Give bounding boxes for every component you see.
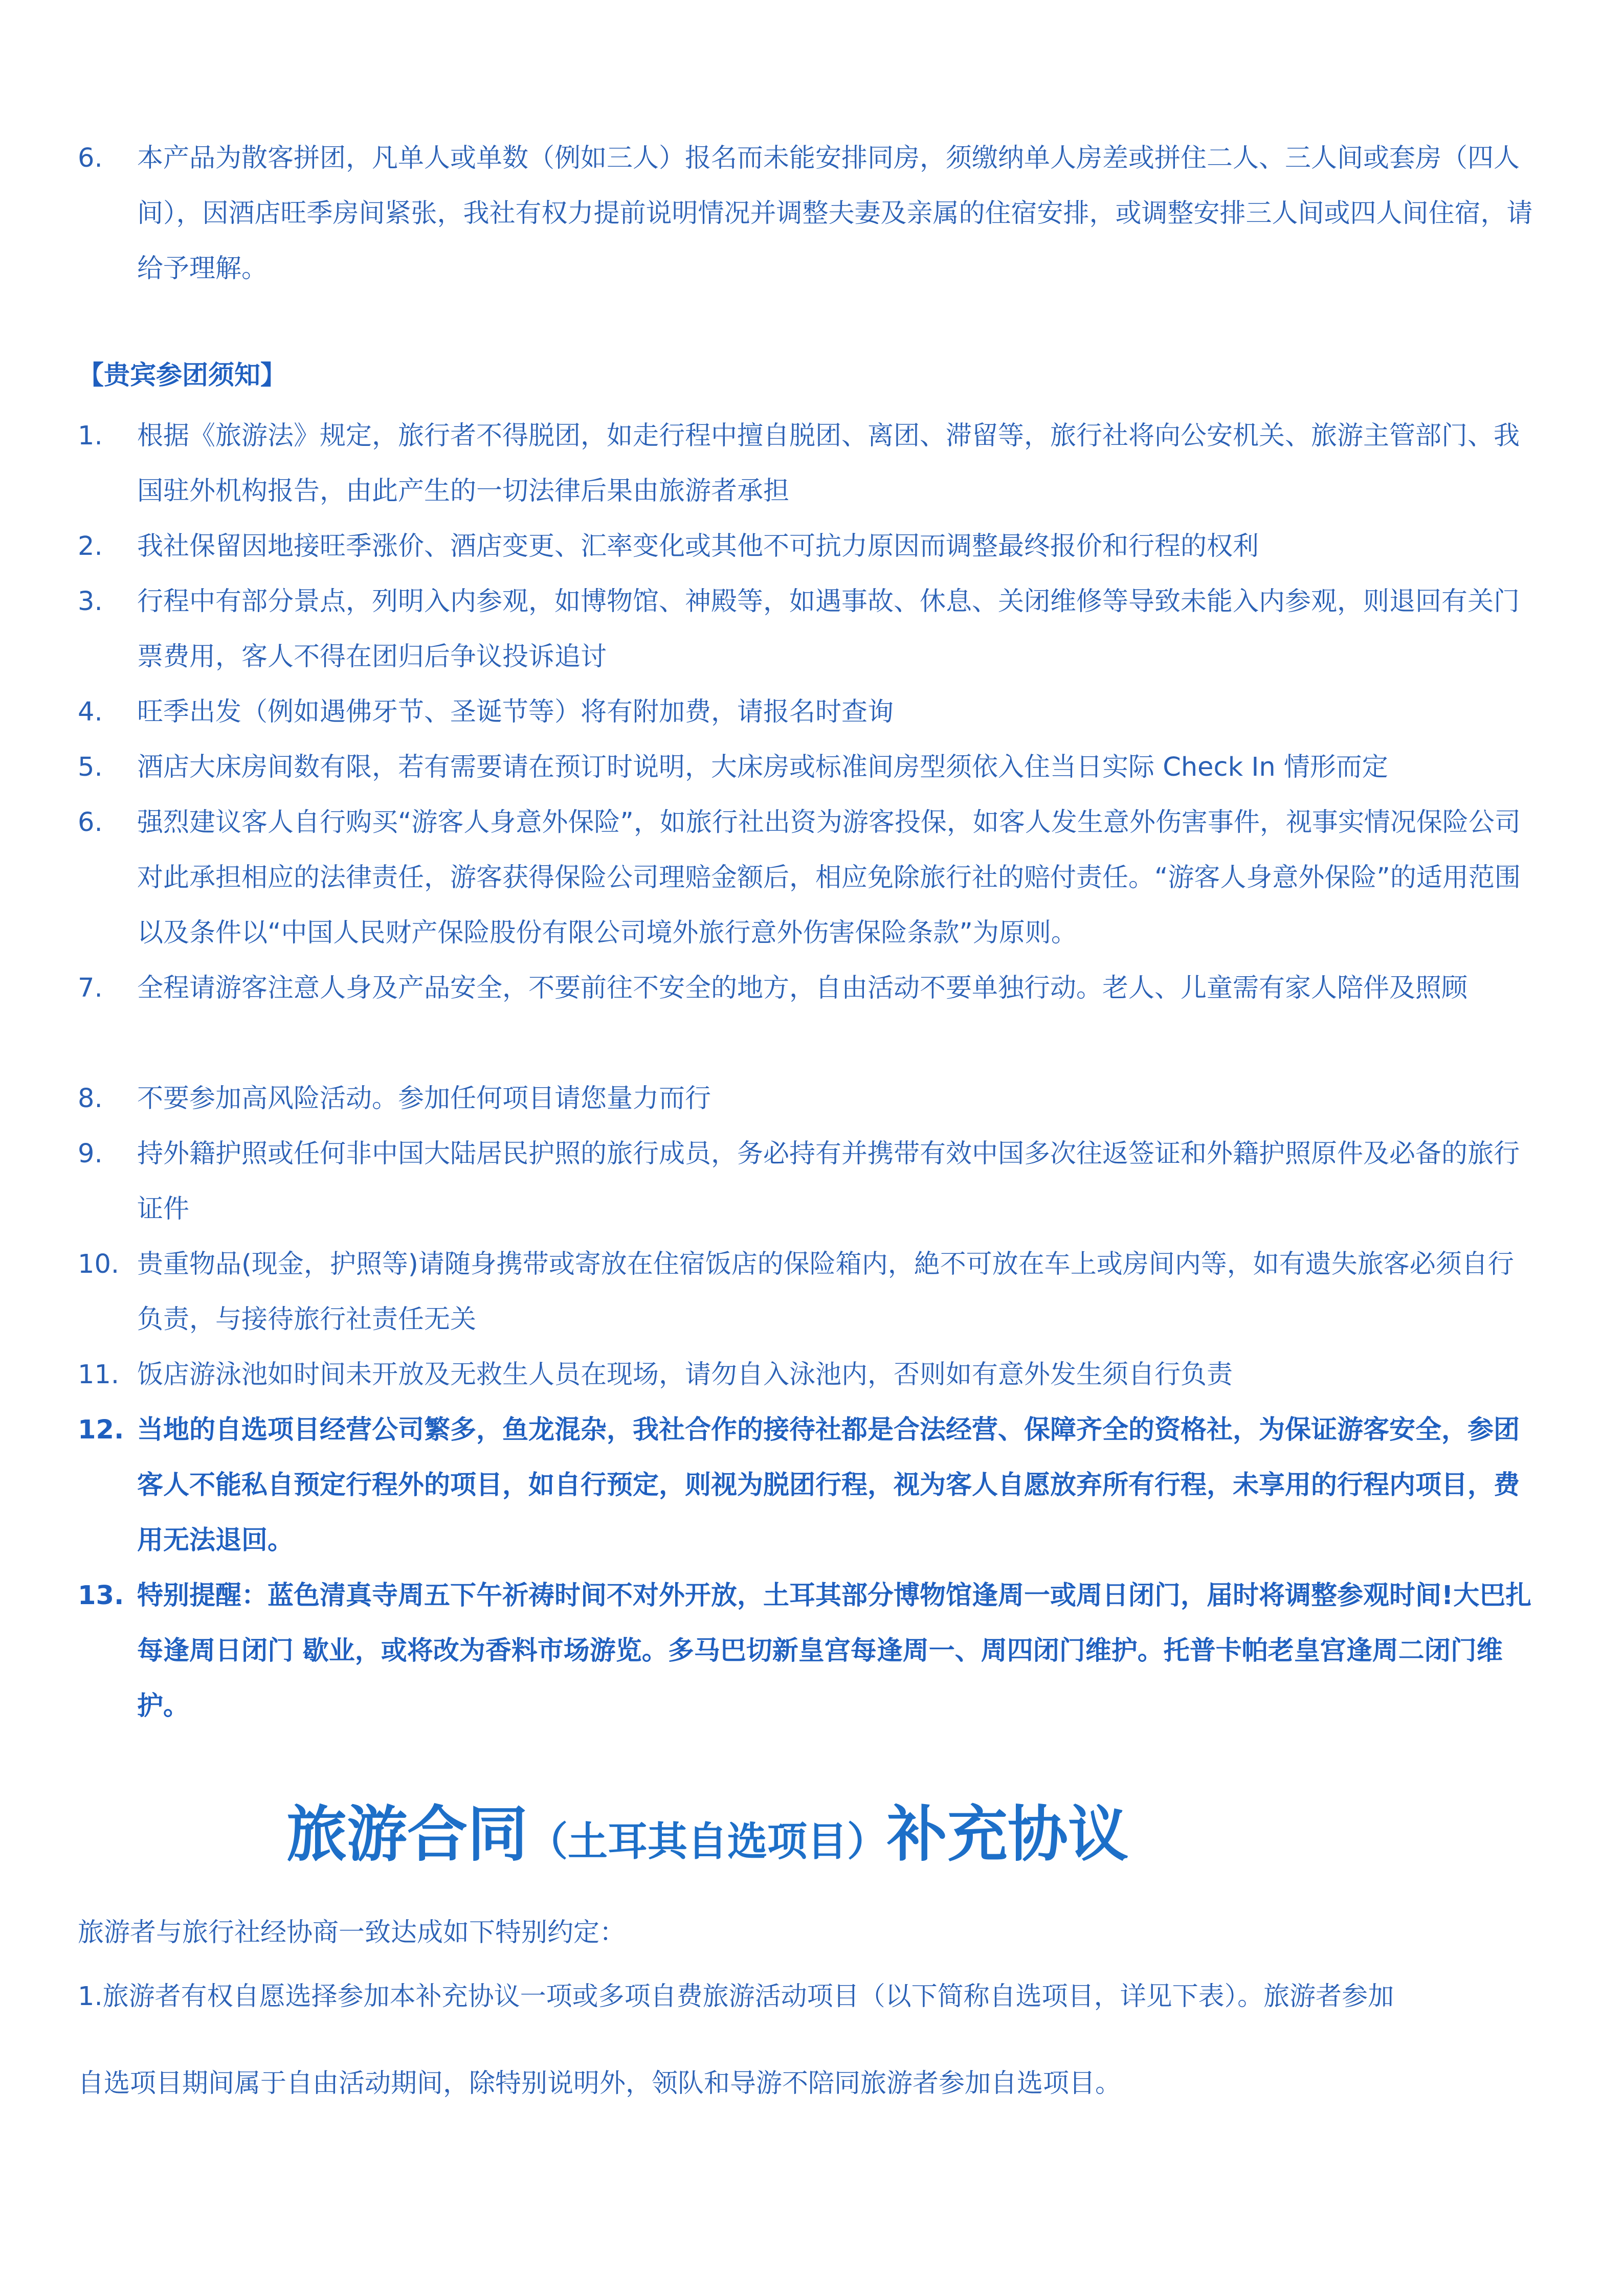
list-number: 12. (78, 1415, 124, 1445)
list-item-room-arrangement (78, 131, 1536, 297)
notice-item-2 (78, 519, 1536, 574)
list-number: 6. (78, 807, 103, 838)
section-heading-notice: 【贵宾参团须知】 (78, 361, 287, 391)
list-number: 9. (78, 1139, 103, 1169)
contract-intro: 旅游者与旅行社经协商一致达成如下特别约定： (78, 1918, 626, 1948)
list-number: 11. (78, 1360, 120, 1390)
notice-item-6 (78, 795, 1536, 961)
notice-item-9 (78, 1127, 1536, 1237)
contract-clause-1-line-2: 自选项目期间属于自由活动期间，除特别说明外，领队和导游不陪同旅游者参加自选项目。 (78, 2068, 1122, 2099)
list-item-text: 强烈建议客人自行购买“游客人身意外保险”，如旅行社出资为游客投保，如客人发生意外伤害事件，视事实情况保险公司对此承担相应的法律责任，游客获得保险公司理赔金额后，相应免除旅行社的赔付责任。“游客人身意外保险”的适用范围以及条件以“中国人民财产保险股份有限公司境外旅行意外伤害保险条款”为原则。 (137, 807, 1521, 948)
list-number: 7. (78, 973, 103, 1003)
notice-item-3 (78, 574, 1536, 685)
list-number: 6. (78, 143, 103, 173)
notice-item-5 (78, 740, 1536, 795)
notice-item-8 (78, 1071, 1536, 1127)
list-number: 8. (78, 1084, 103, 1114)
list-item-text: 本产品为散客拼团，凡单人或单数（例如三人）报名而未能安排同房，须缴纳单人房差或拼住二人、三人间或套房（四人间），因酒店旺季房间紧张，我社有权力提前说明情况并调整夫妻及亲属的住宿安排，或调整安排三人间或四人间住宿，请给予理解。 (137, 143, 1533, 284)
list-number: 13. (78, 1581, 124, 1611)
list-item-text: 不要参加高风险活动。参加任何项目请您量力而行 (137, 1084, 711, 1114)
list-item-text: 特别提醒：蓝色清真寺周五下午祈祷时间不对外开放，土耳其部分博物馆逢周一或周日闭门，届时将调整参观时间!大巴扎每逢周日闭门 歇业，或将改为香料市场游览。多马巴切新皇宫每逢周一、周四闭门维护。托普卡帕老皇宫逢周二闭门维护。 (137, 1581, 1532, 1721)
list-item-text: 持外籍护照或任何非中国大陆居民护照的旅行成员，务必持有并携带有效中国多次往返签证和外籍护照原件及必备的旅行证件 (137, 1139, 1520, 1224)
list-item-text: 旺季出发（例如遇佛牙节、圣诞节等）将有附加费，请报名时查询 (137, 697, 894, 727)
list-item-text: 行程中有部分景点，列明入内参观，如博物馆、神殿等，如遇事故、休息、关闭维修等导致未能入内参观，则退回有关门票费用，客人不得在团归后争议投诉追讨 (137, 587, 1520, 672)
list-item-text: 我社保留因地接旺季涨价、酒店变更、汇率变化或其他不可抗力原因而调整最终报价和行程的权利 (137, 531, 1259, 561)
list-number: 1. (78, 421, 103, 451)
list-number: 10. (78, 1249, 120, 1279)
list-number: 5. (78, 752, 103, 782)
list-item-text: 饭店游泳池如时间未开放及无救生人员在现场，请勿自入泳池内，否则如有意外发生须自行负责 (137, 1360, 1233, 1390)
contract-title-suffix: 补充协议 (887, 1799, 1129, 1870)
notice-item-12 (78, 1403, 1536, 1568)
list-number: 4. (78, 697, 103, 727)
contract-clause-1-line-1: 1.旅游者有权自愿选择参加本补充协议一项或多项自费旅游活动项目（以下简称自选项目，详见下表）。旅游者参加 (78, 1982, 1394, 2012)
list-number: 3. (78, 587, 103, 617)
contract-title (286, 1796, 1128, 1891)
notice-item-13 (78, 1568, 1536, 1734)
notice-item-4 (78, 685, 1536, 740)
list-item-text: 全程请游客注意人身及产品安全，不要前往不安全的地方，自由活动不要单独行动。老人、儿童需有家人陪伴及照顾 (137, 973, 1468, 1003)
list-number: 2. (78, 531, 103, 561)
notice-item-7 (78, 961, 1536, 1016)
contract-title-subtitle: （土耳其自选项目） (528, 1819, 887, 1865)
list-item-text: 当地的自选项目经营公司繁多，鱼龙混杂，我社合作的接待社都是合法经营、保障齐全的资格社，为保证游客安全，参团客人不能私自预定行程外的项目，如自行预定，则视为脱团行程，视为客人自愿放弃所有行程，未享用的行程内项目，费用无法退回。 (137, 1415, 1520, 1556)
list-item-text: 贵重物品(现金，护照等)请随身携带或寄放在住宿饭店的保险箱内，絶不可放在车上或房间内等，如有遗失旅客必须自行负责，与接待旅行社责任无关 (137, 1249, 1514, 1335)
list-item-text: 根据《旅游法》规定，旅行者不得脱团，如走行程中擅自脱团、离团、滞留等，旅行社将向公安机关、旅游主管部门、我国驻外机构报告，由此产生的一切法律后果由旅游者承担 (137, 421, 1520, 506)
notice-item-11 (78, 1347, 1536, 1403)
notice-item-1 (78, 409, 1536, 519)
contract-title-main: 旅游合同 (286, 1799, 528, 1870)
notice-item-10 (78, 1237, 1536, 1347)
list-item-text: 酒店大床房间数有限，若有需要请在预订时说明，大床房或标准间房型须依入住当日实际 Check In 情形而定 (137, 752, 1388, 782)
